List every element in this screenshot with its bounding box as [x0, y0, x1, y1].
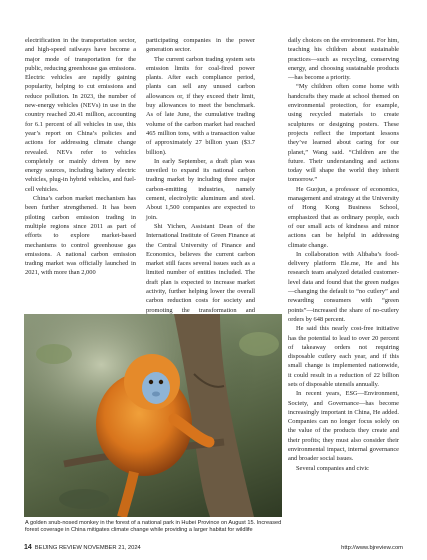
- website-url[interactable]: http://www.bjreview.com: [341, 545, 403, 551]
- paragraph: participating companies in the power generation sector.: [146, 37, 255, 54]
- paragraph: Shi Yichen, Assistant Dean of the International Institute of Green Finance at the Central University of Finance and Economics, believes the current carbon market still faces several issues such as a limited number of entities included. The draft plan is expected to increase market activity, further helping lower the overall carbon reduction costs for society and promoting the transformation and: [146, 222, 255, 314]
- monkey-eye: [149, 380, 153, 384]
- article-column-3: [288, 36, 399, 473]
- paragraph: In collaboration with Alibaba’s food-delivery platform Ele.me, He and his research team analyzed detailed customer-level data and found that the green nudges—changing the default to “no cutlery” and rewarding consumers with “green points”—increased the share of no-cutlery orders by 648 percent.: [288, 250, 399, 323]
- paragraph: He said this nearly cost-free initiative has the potential to lead to over 20 percent of takeaway orders not requiring disposable cutlery each year, and if this small change is implemented nationwide, it could result in a reduction of 22 billion sets of disposable utensils annually.: [288, 325, 399, 388]
- paragraph: He Guojun, a professor of economics, management and strategy at the University of Hong Kong Business School, emphasized that as ordinary people, each of our small acts of kindness and minor actions can be helpful in addressing climate change.: [288, 185, 399, 249]
- paragraph: electrification in the transportation sector, and high-speed railways have become a major mode of transportation for the public, reducing greenhouse gas emissions. Electric vehicles are rapidly gaining popularity, helping to cut emissions and reduce pollution. In 2023, the number of new-energy vehicles (NEVs) in use in the country reached 20.41 million, accounting for 6.1 percent of all vehicles in use, this year’s report on China’s policies and actions for addressing climate change revealed. NEVs refer to vehicles completely or mainly driven by new energy sources, including battery electric vehicles, plug-in hybrid vehicles, and fuel-cell vehicles.: [25, 37, 136, 193]
- paragraph: Several companies and civic: [296, 464, 369, 472]
- paragraph: daily choices on the environment. For him, teaching his children about sustainable practices—such as recycling, conserving energy, and choosing sustainable products—has become a priority.: [288, 37, 399, 82]
- monkey-eye: [159, 380, 163, 384]
- publication-info: BEIJING REVIEW NOVEMBER 21, 2024: [34, 545, 141, 551]
- page-number: 14: [24, 544, 32, 551]
- paragraph: The current carbon trading system sets emission limits for coal-fired power plants. After each compliance period, plants can sell any unused carbon allowances or, if they exceed their limit, buy allowances to meet the benchmark. As of late June, the cumulative trading volume of the carbon market had reached 465 million tons, with a transaction value of approximately 27 billion yuan ($3.7 billion).: [146, 55, 255, 156]
- footer-left: [24, 544, 141, 551]
- foliage: [59, 489, 109, 509]
- paragraph: “My children often come home with handcrafts they made at school themed on environmental protection, for example, using recycled materials to create sculptures or designing posters. These projects reflect the important lessons they’ve learned about caring for our planet,” Wang said. “Children are the future. Their understanding and actions today will shape the world they inherit tomorrow.”: [288, 83, 399, 184]
- monkey-photo: [24, 314, 282, 517]
- monkey-face: [142, 372, 170, 404]
- foliage: [239, 332, 279, 356]
- monkey-mouth: [152, 392, 160, 397]
- article-column-1: [25, 36, 136, 278]
- paragraph: In recent years, ESG—Environment, Society, and Governance—has become increasingly important in China, He added. Companies can no longer focus solely on the value of the products they create and their profits; they must also consider their environmental impact, internal governance and broader social issues.: [288, 390, 399, 463]
- paragraph: In early September, a draft plan was unveiled to expand its national carbon trading market by including three major carbon-emitting industries, namely cement, electrolytic aluminum and steel. About 1,500 companies are expected to join.: [146, 157, 255, 221]
- foliage: [36, 344, 72, 364]
- photo-caption: A golden snub-nosed monkey in the forest of a national park in Hubei Province on August 15. Increased forest coverage in China mitigates climate change while providing a larger habitat for wildlife: [25, 520, 282, 534]
- paragraph: China’s carbon market mechanism has been further strengthened. It has been piloting carbon emission trading in multiple regions since 2011 as part of efforts to explore market-based mechanisms to control greenhouse gas emissions. A national carbon emission trading market was officially launched in 2021, with more than 2,000: [25, 195, 136, 277]
- monkey-illustration: [24, 314, 282, 517]
